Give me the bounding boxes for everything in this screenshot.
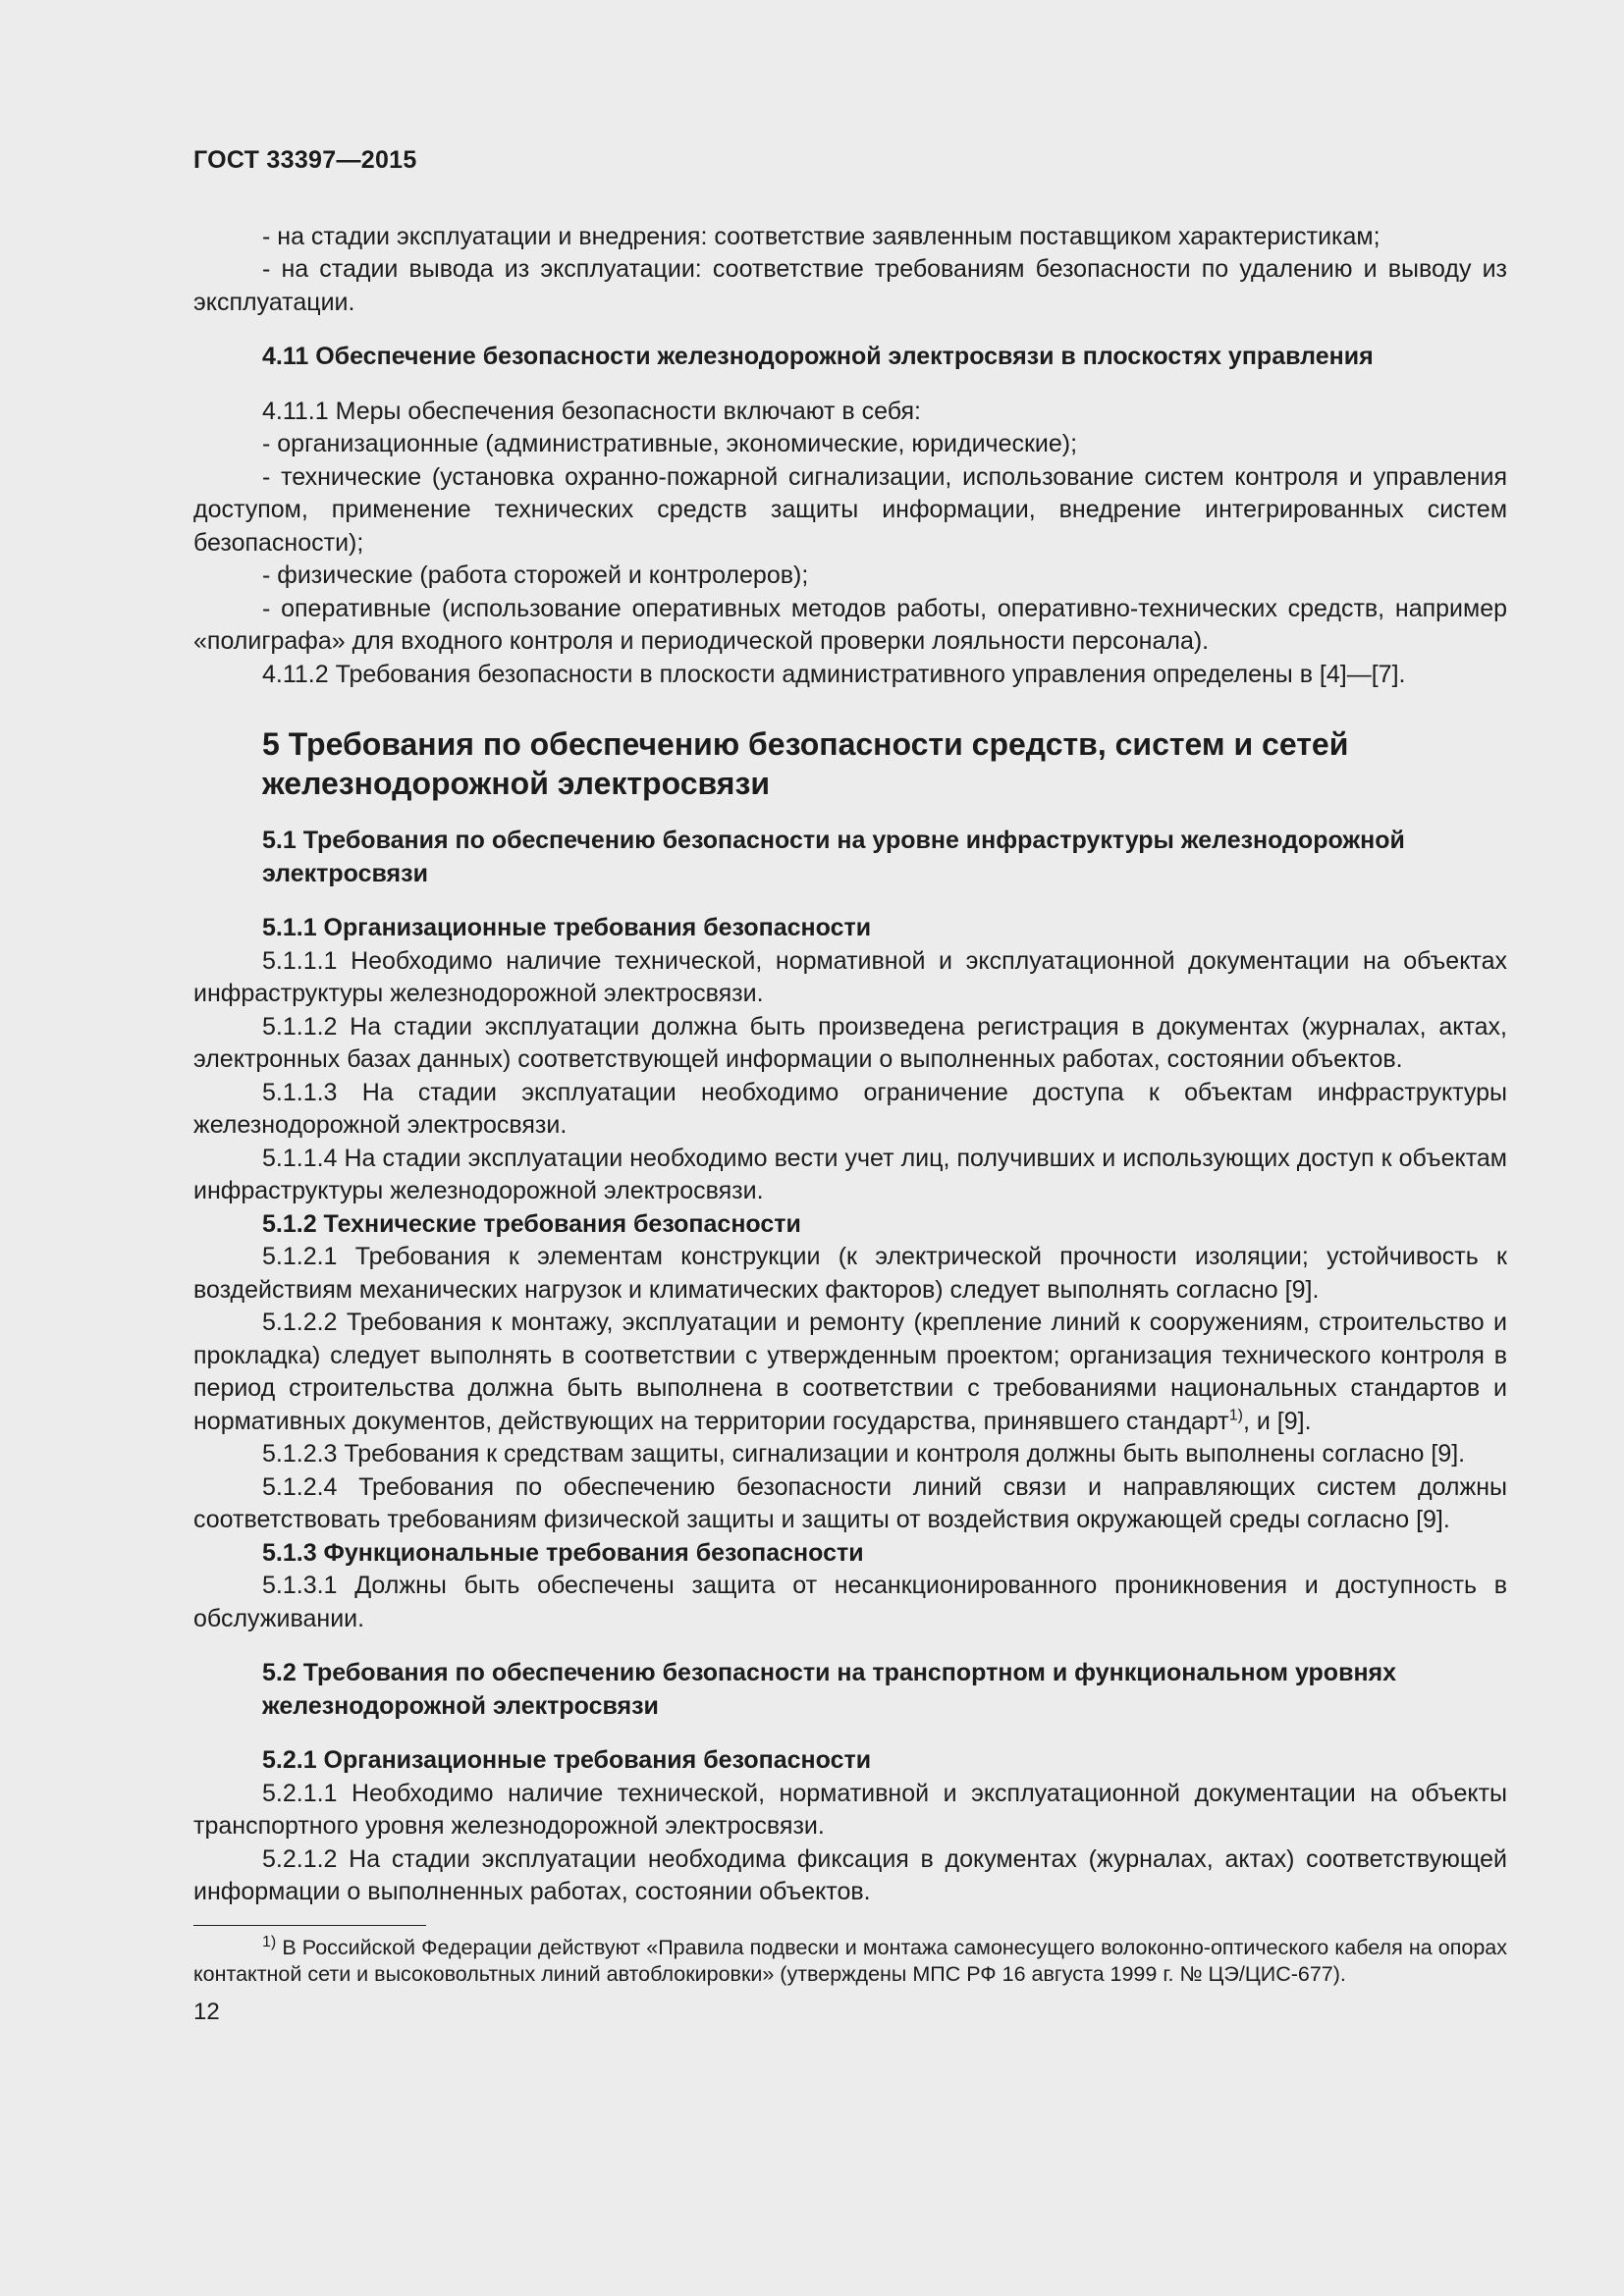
- page-number: 12: [193, 1998, 220, 2025]
- section-heading-5-2-1: 5.2.1 Организационные требования безопасности: [262, 1746, 872, 1774]
- paragraph: 4.11.2 Требования безопасности в плоскости административного управления определены в [4]—[7].: [262, 660, 1406, 688]
- paragraph: - организационные (административные, экономические, юридические);: [262, 430, 1078, 457]
- section-heading-5: 5 Требования по обеспечению безопасности средств, систем и сетей железнодорожной электросвязи: [262, 726, 1349, 801]
- footnote: [193, 1935, 1507, 1988]
- paragraph: 5.1.1.3 На стадии эксплуатации необходимо ограничение доступа к объектам инфраструктуры железнодорожной электросвязи.: [193, 1078, 1507, 1139]
- paragraph: 5.2.1.2 На стадии эксплуатации необходима фиксация в документах (журналах, актах) соответствующей информации о выполненных работах, состоянии объектов.: [193, 1844, 1507, 1905]
- document-code: ГОСТ 33397—2015: [193, 146, 417, 174]
- section-heading-5-1: 5.1 Требования по обеспечению безопасности на уровне инфраструктуры железнодорожной электросвязи: [262, 827, 1405, 887]
- paragraph: 5.1.1.4 На стадии эксплуатации необходимо вести учет лиц, получивших и использующих доступ к объектам инфраструктуры железнодорожной электросвязи.: [193, 1144, 1507, 1204]
- footnote-reference[interactable]: 1): [1228, 1407, 1243, 1424]
- footnote-divider: [193, 1925, 426, 1926]
- section-heading-4-11: 4.11 Обеспечение безопасности железнодорожной электросвязи в плоскостях управления: [262, 343, 1374, 370]
- paragraph: 5.1.2.4 Требования по обеспечению безопасности линий связи и направляющих систем должны соответствовать требованиям физической защиты и защиты от воздействия окружающей среды согласно [9].: [193, 1472, 1507, 1533]
- paragraph: 5.1.1.1 Необходимо наличие технической, нормативной и эксплуатационной документации на объектах инфраструктуры железнодорожной электросвязи.: [193, 946, 1507, 1007]
- paragraph: 5.1.2.3 Требования к средствам защиты, сигнализации и контроля должны быть выполнены согласно [9].: [262, 1440, 1466, 1468]
- paragraph: - на стадии эксплуатации и внедрения: соответствие заявленным поставщиком характеристикам;: [262, 222, 1380, 250]
- paragraph: - технические (установка охранно-пожарной сигнализации, использование систем контроля и управления доступом, применение технических средств защиты информации, внедрение интегрированных систем безопасности);: [193, 462, 1507, 557]
- paragraph-5-1-2-2: [193, 1307, 1507, 1438]
- paragraph: - на стадии вывода из эксплуатации: соответствие требованиям безопасности по удалению и выводу из эксплуатации.: [193, 255, 1507, 316]
- paragraph: 5.1.2.1 Требования к элементам конструкции (к электрической прочности изоляции; устойчивость к воздействиям механических нагрузок и климатических факторов) следует выполнять согласно [9].: [193, 1243, 1507, 1304]
- paragraph: - физические (работа сторожей и контролеров);: [262, 561, 809, 589]
- paragraph: 4.11.1 Меры обеспечения безопасности включают в себя:: [262, 397, 921, 425]
- paragraph: 5.2.1.1 Необходимо наличие технической, нормативной и эксплуатационной документации на объекты транспортного уровня железнодорожной электросвязи.: [193, 1779, 1507, 1840]
- section-heading-5-1-1: 5.1.1 Организационные требования безопасности: [262, 914, 872, 941]
- section-heading-5-2: 5.2 Требования по обеспечению безопасности на транспортном и функциональном уровнях железнодорожной электросвязи: [262, 1659, 1397, 1720]
- paragraph: 5.1.1.2 На стадии эксплуатации должна быть произведена регистрация в документах (журналах, актах, электронных базах данных) соответствующей информации о выполненных работах, состоянии объектов.: [193, 1012, 1507, 1073]
- footnote-text: В Российской Федерации действуют «Правила подвески и монтажа самонесущего волоконно-оптического кабеля на опорах контактной сети и высоковольтных линий автоблокировки» (утверждены МПС РФ 16 августа 1999 г. № ЦЭ/ЦИС-677).: [193, 1935, 1507, 1986]
- section-heading-5-1-2: 5.1.2 Технические требования безопасности: [262, 1209, 801, 1238]
- section-heading-5-1-3: 5.1.3 Функциональные требования безопасности: [262, 1538, 864, 1567]
- paragraph: 5.1.3.1 Должны быть обеспечены защита от несанкционированного проникновения и доступность в обслуживании.: [193, 1572, 1507, 1632]
- paragraph: - оперативные (использование оперативных методов работы, оперативно-технических средств, например «полиграфа» для входного контроля и периодической проверки лояльности персонала).: [193, 594, 1507, 655]
- footnote-mark: 1): [262, 1933, 277, 1950]
- paragraph-text: , и [9].: [1242, 1407, 1312, 1435]
- document-page: [193, 144, 1507, 2028]
- paragraph-text: 5.1.2.2 Требования к монтажу, эксплуатации и ремонту (крепление линий к сооружениям, строительство и прокладка) следует выполнять в соответствии с утвержденным проектом; организация технического контроля в период строительства должна быть выполнена в соответствии с требованиями национальных стандартов и нормативных документов, действующих на территории государства, принявшего стандарт: [193, 1308, 1507, 1435]
